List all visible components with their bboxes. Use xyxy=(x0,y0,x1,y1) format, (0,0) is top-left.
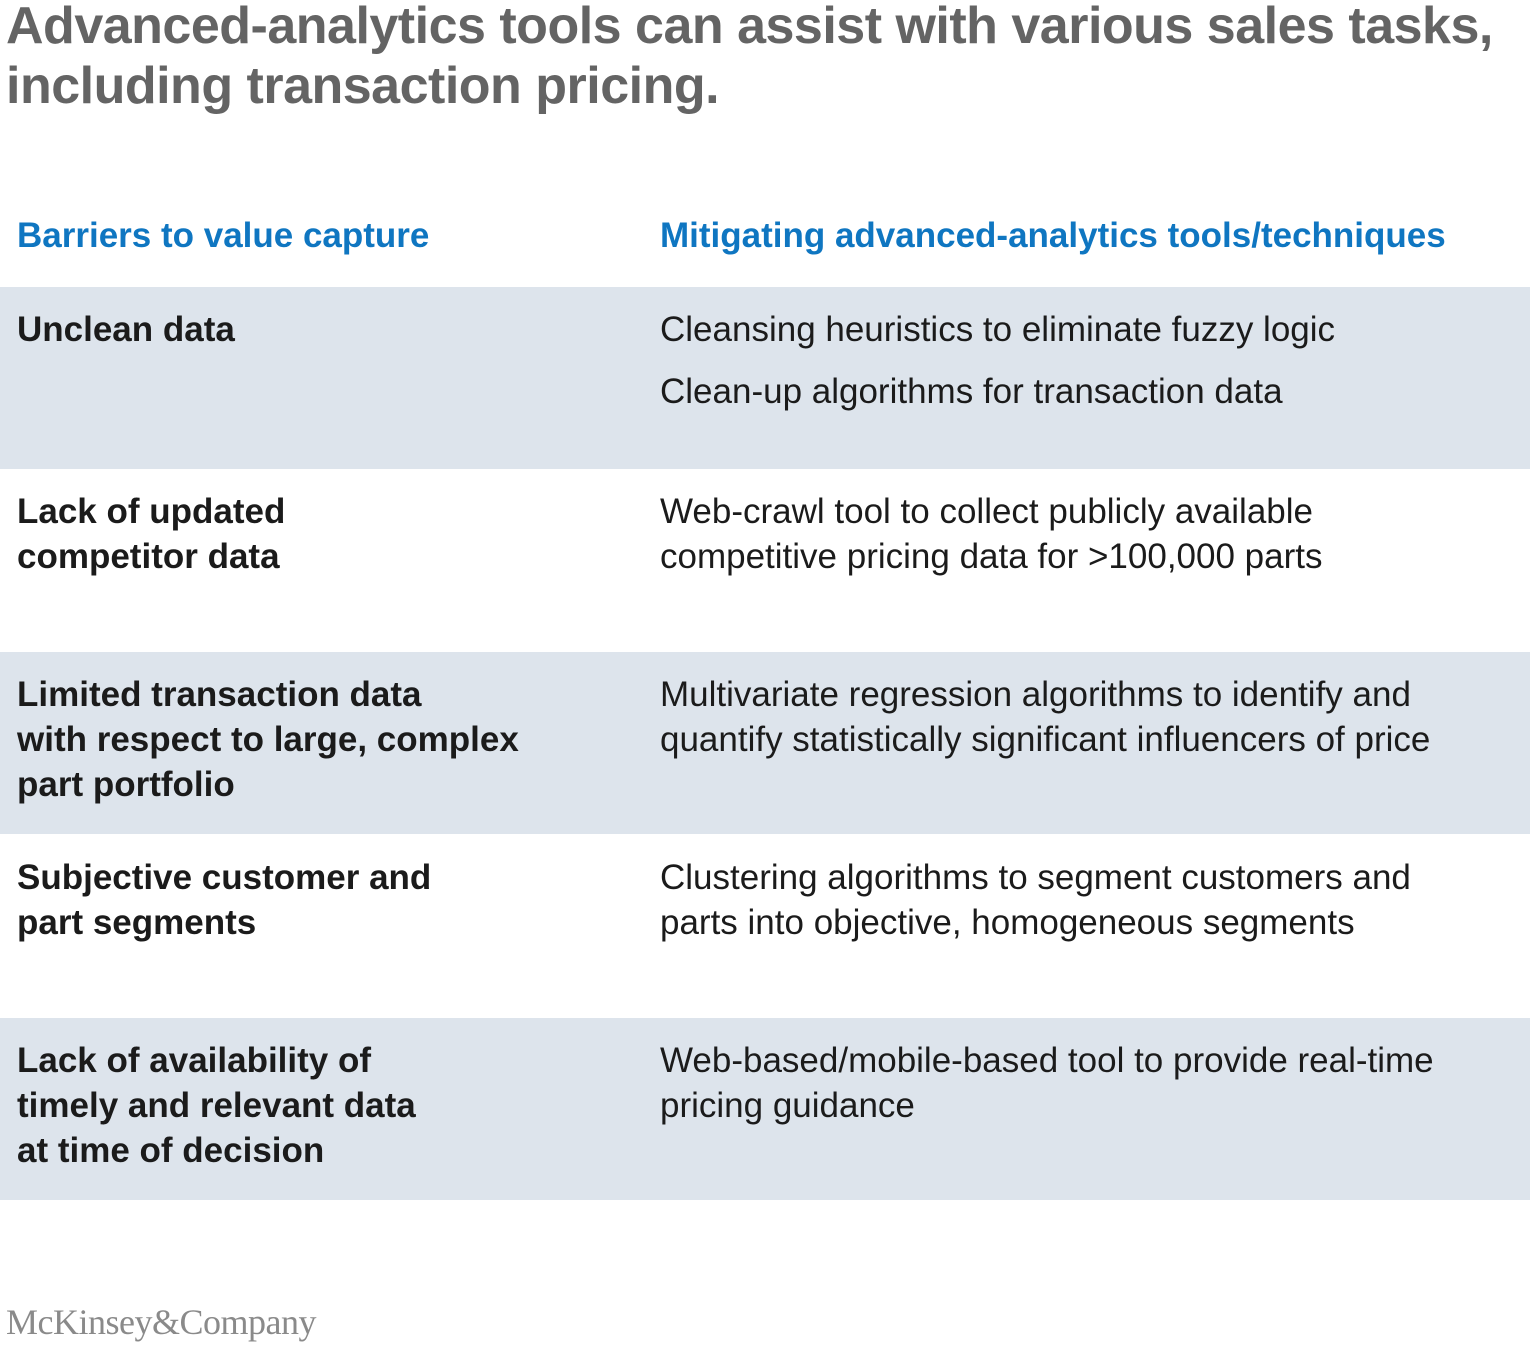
barrier-cell xyxy=(17,1038,617,1173)
table-row xyxy=(0,1018,1530,1200)
barrier-text: part portfolio xyxy=(17,765,235,804)
mitigation-text: Clean-up algorithms for transaction data xyxy=(660,372,1283,411)
barrier-text: at time of decision xyxy=(17,1131,325,1170)
barrier-cell xyxy=(17,489,617,579)
company-logo: McKinsey&Company xyxy=(6,1302,316,1342)
barrier-text: Limited transaction data xyxy=(17,675,422,714)
mitigation-item xyxy=(660,369,1520,414)
mitigation-cell xyxy=(660,307,1520,431)
barrier-cell xyxy=(17,855,617,945)
table-row xyxy=(0,835,1530,1017)
barrier-cell xyxy=(17,307,617,352)
barrier-text: Lack of updated xyxy=(17,492,286,531)
mitigation-text: quantify statistically significant influencers of price xyxy=(660,720,1431,759)
mitigation-cell xyxy=(660,855,1520,962)
mitigation-item xyxy=(660,307,1520,352)
table-row xyxy=(0,287,1530,469)
mitigation-text: competitive pricing data for >100,000 parts xyxy=(660,537,1323,576)
column-header-barriers: Barriers to value capture xyxy=(17,216,430,255)
table-row xyxy=(0,469,1530,651)
mitigation-text: Clustering algorithms to segment customers and xyxy=(660,858,1411,897)
mitigation-text: pricing guidance xyxy=(660,1086,915,1125)
mitigation-cell xyxy=(660,1038,1520,1145)
barrier-text: Unclean data xyxy=(17,310,235,349)
barrier-text: competitor data xyxy=(17,537,280,576)
column-header-mitigations: Mitigating advanced-analytics tools/techniques xyxy=(660,216,1446,255)
mitigation-text: Multivariate regression algorithms to identify and xyxy=(660,675,1411,714)
barrier-text: Lack of availability of xyxy=(17,1041,371,1080)
mitigation-text: Web-crawl tool to collect publicly available xyxy=(660,492,1313,531)
mitigation-text: parts into objective, homogeneous segments xyxy=(660,903,1355,942)
table-row xyxy=(0,652,1530,834)
mitigation-item xyxy=(660,489,1520,579)
mitigation-cell xyxy=(660,489,1520,596)
mitigation-item xyxy=(660,672,1520,762)
barrier-text: part segments xyxy=(17,903,257,942)
title-line: including transaction pricing. xyxy=(6,57,720,115)
barrier-cell xyxy=(17,672,617,807)
mitigation-text: Cleansing heuristics to eliminate fuzzy logic xyxy=(660,310,1336,349)
table-header-row xyxy=(0,210,1530,262)
title-line: Advanced-analytics tools can assist with various sales tasks, xyxy=(6,0,1493,55)
mitigation-item xyxy=(660,1038,1520,1128)
mitigation-item xyxy=(660,855,1520,945)
barrier-text: timely and relevant data xyxy=(17,1086,416,1125)
page-title xyxy=(6,0,1506,116)
mitigation-cell xyxy=(660,672,1520,779)
barrier-text: Subjective customer and xyxy=(17,858,432,897)
mitigation-text: Web-based/mobile-based tool to provide real-time xyxy=(660,1041,1434,1080)
barrier-text: with respect to large, complex xyxy=(17,720,519,759)
